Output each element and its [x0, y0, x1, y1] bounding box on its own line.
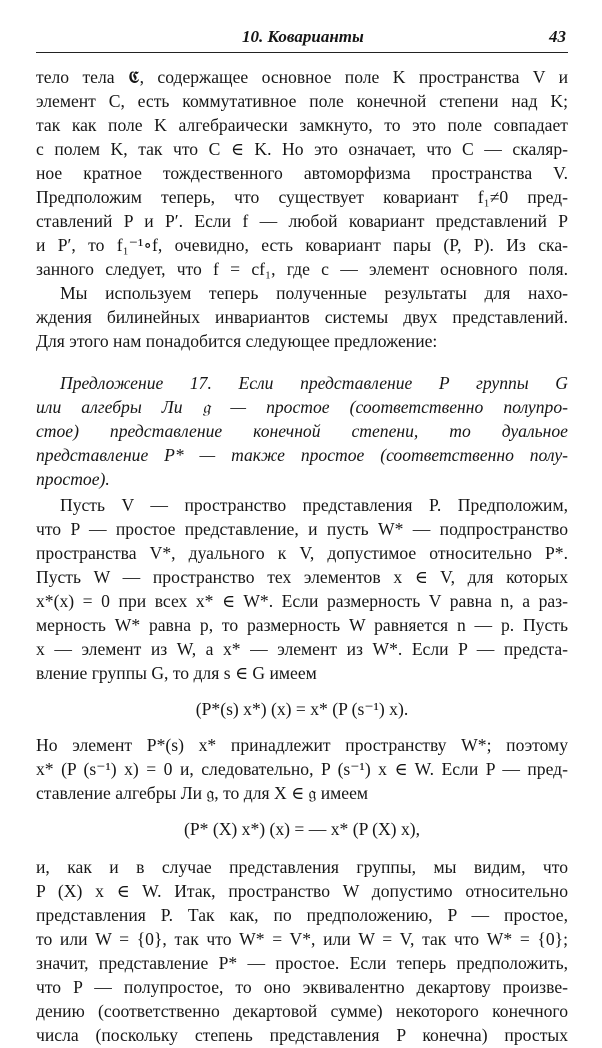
text-line: элемент C, есть коммутативное поле конечной степени над K; [36, 91, 568, 111]
text-line: ставление алгебры Ли 𝔤, то для X ∈ 𝔤 имеем [36, 783, 369, 803]
text-line: Пусть W — пространство тех элементов x ∈ V, для которых [36, 567, 568, 587]
page-number: 43 [549, 27, 566, 46]
display-formula: (P*(s) x*) (x) = x* (P (s⁻¹) x). [195, 699, 409, 719]
text-line: пространства V*, дуального к V, допустимое относительно P*. [36, 543, 568, 563]
chapter-title: 10. Коварианты [242, 27, 364, 46]
text-line: x* (P (s⁻¹) x) = 0 и, следовательно, P (s⁻¹) x ∈ W. Если P — пред- [36, 759, 568, 779]
text-line: Для этого нам понадобится следующее предложение: [36, 331, 438, 351]
text-line: дению (соответственно декартовой сумме) некоторого конечного [36, 1001, 568, 1021]
text-line: Но элемент P*(s) x* принадлежит пространству W*; поэтому [36, 735, 568, 755]
text-line: что P — полупростое, то оно эквивалентно декартову произве- [36, 977, 568, 997]
text-line: ставлений P и P′. Если f — любой ковариант представлений P [36, 211, 568, 231]
proposition-line: Предложение 17. Если представление P группы G [60, 373, 568, 393]
text-line: тело тела 𝕮, содержащее основное поле K пространства V и [36, 67, 568, 87]
text-line: значит, представление P* — простое. Если теперь предположить, [36, 953, 568, 973]
proposition-line: представление P* — также простое (соответственно полу- [36, 445, 568, 465]
text-line: вление группы G, то для s ∈ G имеем [36, 663, 317, 683]
text-line: так как поле K алгебраически замкнуто, то это поле совпадает [36, 115, 568, 135]
text-line: x*(x) = 0 при всех x* ∈ W*. Если размерность V равна n, а раз- [36, 591, 568, 611]
text-line: x — элемент из W, а x* — элемент из W*. Если P — предста- [36, 639, 568, 659]
text-line: занного следует, что f = cf₁, где c — элемент основного поля. [36, 259, 568, 279]
text-line: и, как и в случае представления группы, мы видим, что [36, 857, 568, 877]
text-line: P (X) x ∈ W. Итак, пространство W допустимо относительно [36, 881, 568, 901]
display-formula: (P* (X) x*) (x) = — x* (P (X) x), [184, 819, 420, 839]
text-line: ждения билинейных инвариантов системы двух представлений. [36, 307, 568, 327]
running-header [36, 22, 568, 53]
text-line: Предположим теперь, что существует ковариант f₁≠0 пред- [36, 187, 568, 207]
text-line: ное кратное тождественного автоморфизма пространства V. [36, 163, 568, 183]
text-line: что P — простое представление, и пусть W* — подпространство [36, 519, 568, 539]
text-line: Мы используем теперь полученные результаты для нахо- [60, 283, 568, 303]
proposition-line: простое). [36, 469, 110, 489]
text-line: представления P. Так как, по предположению, P — простое, [36, 905, 568, 925]
proposition-line: стое) представление конечной степени, то дуальное [36, 421, 568, 441]
text-line: мерность W* равна p, то размерность W равняется n — p. Пусть [36, 615, 568, 635]
text-line: числа (поскольку степень представления P конечна) простых [36, 1025, 568, 1045]
text-line: Пусть V — пространство представления P. Предположим, [60, 495, 568, 515]
proposition-line: или алгебры Ли 𝔤 — простое (соответственно полупро- [36, 397, 568, 417]
text-line: и P′, то f₁⁻¹∘f, очевидно, есть ковариант пары (P, P). Из ска- [36, 235, 568, 255]
text-line: с полем K, так что C ∈ K. Но это означает, что C — скаляр- [36, 139, 568, 159]
text-line: то или W = {0}, так что W* = V*, или W = V, так что W* = {0}; [36, 929, 568, 949]
